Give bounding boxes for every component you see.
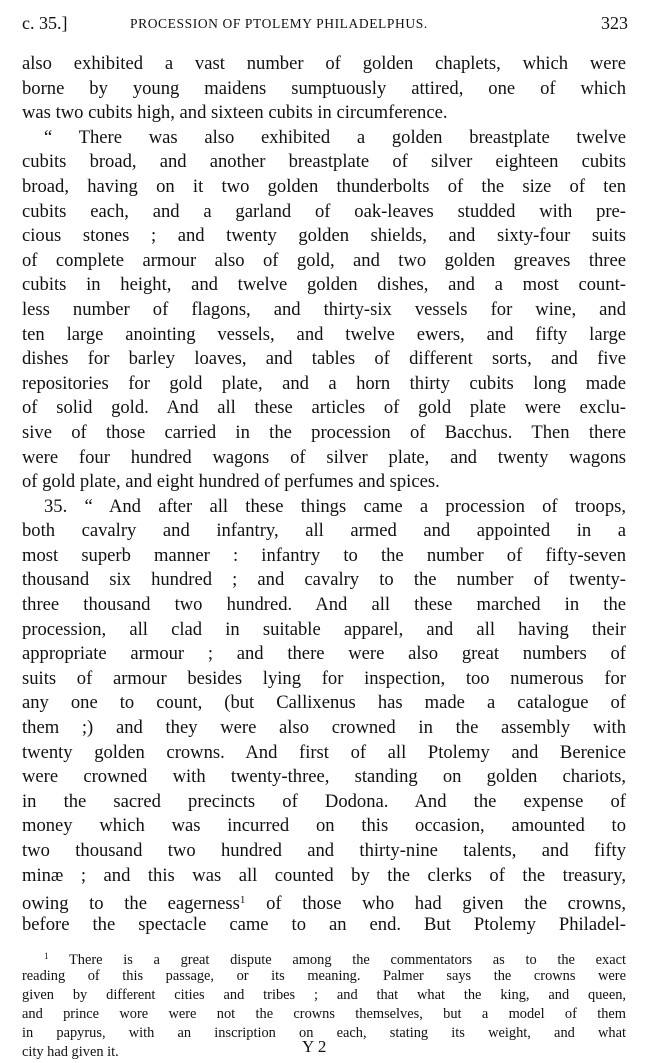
footnote-reference-line: [22, 888, 626, 913]
text-line: two thousand two hundred and thirty-nine talents, and fifty: [22, 840, 626, 861]
text-line: before the spectacle came to an end. But Ptolemy Philadel-: [22, 913, 626, 935]
footnote-text-fragment: There is a great dispute among the commentators as to the exact: [68, 952, 626, 967]
text-line: was two cubits high, and sixteen cubits in circumference.: [22, 102, 448, 124]
text-line: both cavalry and infantry, all armed and appointed in a: [22, 520, 626, 542]
text-line: in the sacred precincts of Dodona. And the expense of: [22, 790, 626, 812]
footnote-reference[interactable]: 1: [239, 894, 246, 907]
text-line: thousand six hundred ; and cavalry to the number of twenty-: [22, 569, 626, 591]
text-line: suits of armour besides lying for inspection, too numerous for: [22, 667, 626, 689]
text-line: them ;) and they were also crowned in the assembly with: [22, 717, 626, 739]
running-title: PROCESSION OF PTOLEMY PHILADELPHUS.: [130, 16, 428, 31]
text-line: were crowned with twenty-three, standing on golden chariots,: [22, 766, 626, 788]
text-fragment: of those who had given the crowns,: [266, 893, 626, 913]
text-line: sive of those carried in the procession of Bacchus. Then there: [22, 421, 626, 443]
text-line: three thousand two hundred. And all these marched in the: [22, 594, 626, 616]
chapter-reference: c. 35.]: [22, 13, 68, 33]
text-line: most superb manner : infantry to the number of fifty-seven: [22, 544, 626, 566]
text-line: repositories for gold plate, and a horn thirty cubits long made: [22, 372, 626, 394]
text-line: were four hundred wagons of silver plate, and twenty wagons: [22, 446, 626, 468]
text-line: borne by young maidens sumptuously attired, one of which: [22, 77, 626, 99]
text-line: procession, all clad in suitable apparel, and all having their: [22, 618, 626, 640]
text-line: of solid gold. And all these articles of gold plate were exclu-: [22, 397, 626, 419]
text-line: ten large anointing vessels, and twelve ewers, and fifty large: [22, 323, 626, 345]
text-line: any one to count, (but Callixenus has made a catalogue of: [22, 692, 626, 714]
book-page: [22, 8, 626, 1063]
body-text: [22, 52, 626, 937]
text-line: cubits broad, and another breastplate of silver eighteen cubits: [22, 151, 626, 173]
text-line: cubits each, and a garland of oak-leaves studded with pre-: [22, 200, 626, 222]
text-line: less number of flagons, and thirty-six vessels for wine, and: [22, 298, 626, 320]
text-line: minæ ; and this was all counted by the clerks of the treasury,: [22, 864, 626, 886]
running-head: [22, 8, 626, 38]
paragraph-start-line: “ There was also exhibited a golden breastplate twelve: [44, 126, 626, 148]
footnote-line: city had given it.: [22, 1044, 119, 1061]
footnote-line: and prince wore were not the crowns themselves, but a model of them: [22, 1005, 626, 1022]
text-line: broad, having on it two golden thunderbolts of the size of ten: [22, 175, 626, 197]
text-line: money which was incurred on this occasion, amounted to: [22, 815, 626, 837]
text-fragment: owing to the eagerness: [22, 893, 240, 913]
text-line: twenty golden crowns. And first of all Ptolemy and Berenice: [22, 741, 626, 763]
footnote-line: reading of this passage, or its meaning. Palmer says the crowns were: [22, 967, 626, 984]
text-line: cious stones ; and twenty golden shields, and sixty-four suits: [22, 225, 626, 247]
text-line: dishes for barley loaves, and tables of different sorts, and five: [22, 348, 626, 370]
paragraph-start-line: 35. “ And after all these things came a procession of troops,: [44, 495, 626, 517]
signature-mark: Y 2: [302, 1037, 327, 1053]
text-line: of gold plate, and eight hundred of perfumes and spices.: [22, 471, 440, 493]
text-line: also exhibited a vast number of golden chaplets, which were: [22, 53, 626, 74]
text-line: of complete armour also of gold, and two golden greaves three: [22, 249, 626, 271]
text-line: cubits in height, and twelve golden dishes, and a most count-: [22, 274, 626, 296]
footnote-line: given by different cities and tribes ; and that what the king, and queen,: [22, 986, 626, 1003]
page-number: 323: [601, 13, 628, 33]
footnote-marker: 1: [44, 951, 49, 962]
text-line: appropriate armour ; and there were also great numbers of: [22, 643, 626, 665]
footnote-line: in papyrus, with an inscription on each, stating its weight, and what: [22, 1025, 626, 1042]
footnote-first-line: [22, 947, 626, 966]
